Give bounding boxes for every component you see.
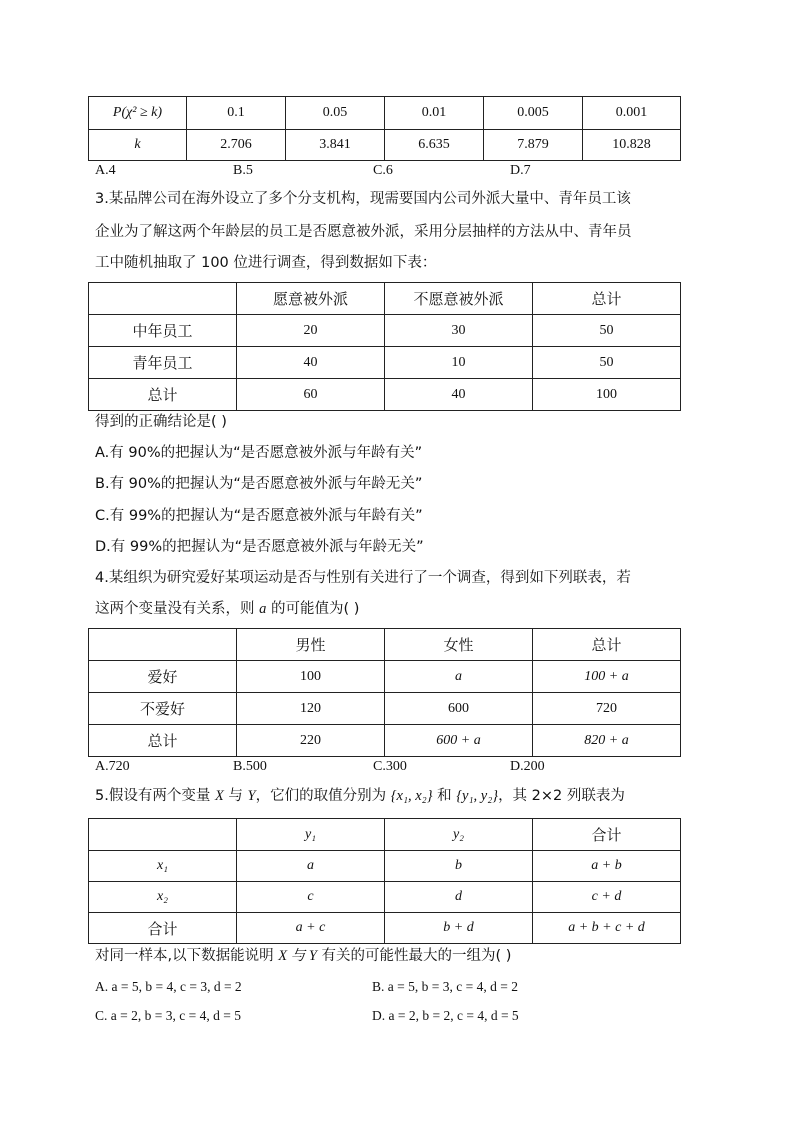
chi-row-label-p: P(χ² ≥ k) xyxy=(89,97,187,130)
q4-var-a: a xyxy=(259,601,267,617)
q5-row-label: x₂ xyxy=(89,882,237,913)
k-value-cell: 7.879 xyxy=(484,130,583,161)
q3-row-label: 总计 xyxy=(89,379,237,411)
q3-cell: 10 xyxy=(385,347,533,379)
chi-square-table xyxy=(88,96,681,161)
q3-cell: 50 xyxy=(533,315,681,347)
q3-row-label: 青年员工 xyxy=(89,347,237,379)
p-value-cell: 0.01 xyxy=(385,97,484,130)
q5-option-d: D. a = 2, b = 2, c = 4, d = 5 xyxy=(372,1008,519,1023)
q4-cell: 600 + a xyxy=(385,725,533,757)
q5-option-a: A. a = 5, b = 4, c = 3, d = 2 xyxy=(95,979,242,994)
q5-header-total: 合计 xyxy=(533,819,681,851)
q5-row-label: 合计 xyxy=(89,913,237,944)
q4-header-female: 女性 xyxy=(385,629,533,661)
q5-question-text-b: 有关的可能性最大的一组为( ) xyxy=(316,948,512,964)
q5-var-y: Y xyxy=(247,788,256,804)
q4-cell: 820 + a xyxy=(533,725,681,757)
q3-cell: 50 xyxy=(533,347,681,379)
q3-option-d: D.有 99%的把握认为“是否愿意被外派与年龄无关” xyxy=(95,539,424,555)
q5-option-c: C. a = 2, b = 3, c = 4, d = 5 xyxy=(95,1008,241,1023)
q3-cell: 40 xyxy=(385,379,533,411)
p-value-cell: 0.001 xyxy=(583,97,681,130)
q4-cell: a xyxy=(385,661,533,693)
q5-set-y: {y₁, y₂} xyxy=(456,788,499,804)
q3-cell: 20 xyxy=(237,315,385,347)
q5-row-label: x₁ xyxy=(89,851,237,882)
q5-cell: c + d xyxy=(533,882,681,913)
q5-set-x: {x₁, x₂} xyxy=(390,788,433,804)
q3-header-total: 总计 xyxy=(533,283,681,315)
q4-stem-line-2 xyxy=(95,599,359,619)
q3-cell: 100 xyxy=(533,379,681,411)
q3-header-unwilling: 不愿意被外派 xyxy=(385,283,533,315)
q4-row-label: 爱好 xyxy=(89,661,237,693)
q3-header-blank xyxy=(89,283,237,315)
q5-cell: a + b xyxy=(533,851,681,882)
q4-cell: 100 + a xyxy=(533,661,681,693)
q2-option-a: A.4 xyxy=(95,163,116,178)
q5-stem-text-b: ，它们的取值分别为 xyxy=(255,788,391,804)
q4-contingency-table xyxy=(88,628,681,757)
q5-cell: b xyxy=(385,851,533,882)
q3-option-c: C.有 99%的把握认为“是否愿意被外派与年龄有关” xyxy=(95,508,423,524)
k-value-cell: 3.841 xyxy=(286,130,385,161)
q2-option-b: B.5 xyxy=(233,163,253,178)
q4-stem-line-1: 4.某组织为研究爱好某项运动是否与性别有关进行了一个调查，得到如下列联表，若 xyxy=(95,570,631,586)
k-value-cell: 6.635 xyxy=(385,130,484,161)
p-value-cell: 0.005 xyxy=(484,97,583,130)
q5-stem-and: 和 xyxy=(432,788,457,804)
q3-option-a: A.有 90%的把握认为“是否愿意被外派与年龄有关” xyxy=(95,445,423,461)
q5-stem-text-c: ，其 2×2 列联表为 xyxy=(498,788,625,804)
q5-cell: b + d xyxy=(385,913,533,944)
q3-row-label: 中年员工 xyxy=(89,315,237,347)
q4-option-a: A.720 xyxy=(95,759,130,774)
q3-cell: 40 xyxy=(237,347,385,379)
q3-stem-line-2: 企业为了解这两个年龄层的员工是否愿意被外派，采用分层抽样的方法从中、青年员 xyxy=(95,224,632,240)
k-value-cell: 10.828 xyxy=(583,130,681,161)
q5-cell: a xyxy=(237,851,385,882)
q5-header-blank xyxy=(89,819,237,851)
q4-option-b: B.500 xyxy=(233,759,267,774)
q5-question-text-a: 对同一样本,以下数据能说明 xyxy=(95,948,279,964)
q5-var-x: X xyxy=(214,788,224,804)
q5-question-xy: X 与 Y xyxy=(278,948,317,964)
q3-question: 得到的正确结论是( ) xyxy=(95,414,227,430)
q5-stem-text-a: 5.假设有两个变量 xyxy=(95,788,215,804)
q5-cell: a + c xyxy=(237,913,385,944)
q2-option-d: D.7 xyxy=(510,163,531,178)
p-value-cell: 0.1 xyxy=(187,97,286,130)
q3-cell: 60 xyxy=(237,379,385,411)
q5-option-b: B. a = 5, b = 3, c = 4, d = 2 xyxy=(372,979,518,994)
q4-stem-text-b: 的可能值为( ) xyxy=(266,601,360,617)
q4-option-c: C.300 xyxy=(373,759,407,774)
q4-cell: 600 xyxy=(385,693,533,725)
q3-cell: 30 xyxy=(385,315,533,347)
q5-stem-text-mid: 与 xyxy=(223,788,248,804)
q5-contingency-table xyxy=(88,818,681,944)
q5-cell: a + b + c + d xyxy=(533,913,681,944)
q3-stem-line-1: 3.某品牌公司在海外设立了多个分支机构，现需要国内公司外派大量中、青年员工该 xyxy=(95,191,631,207)
q3-option-b: B.有 90%的把握认为“是否愿意被外派与年龄无关” xyxy=(95,476,423,492)
q4-header-total: 总计 xyxy=(533,629,681,661)
q4-row-label: 不爱好 xyxy=(89,693,237,725)
q4-cell: 720 xyxy=(533,693,681,725)
q4-cell: 220 xyxy=(237,725,385,757)
k-value-cell: 2.706 xyxy=(187,130,286,161)
q5-question xyxy=(95,946,511,966)
chi-row-label-k: k xyxy=(89,130,187,161)
q4-cell: 120 xyxy=(237,693,385,725)
q3-header-willing: 愿意被外派 xyxy=(237,283,385,315)
q4-header-blank xyxy=(89,629,237,661)
q2-option-c: C.6 xyxy=(373,163,393,178)
q5-cell: c xyxy=(237,882,385,913)
p-value-cell: 0.05 xyxy=(286,97,385,130)
q4-row-label: 总计 xyxy=(89,725,237,757)
q4-cell: 100 xyxy=(237,661,385,693)
q5-header-y2: y₂ xyxy=(385,819,533,851)
q3-stem-line-3: 工中随机抽取了 100 位进行调查，得到数据如下表： xyxy=(95,255,437,271)
q4-stem-text-a: 这两个变量没有关系，则 xyxy=(95,601,260,617)
q5-stem xyxy=(95,786,625,806)
q4-header-male: 男性 xyxy=(237,629,385,661)
q5-header-y1: y₁ xyxy=(237,819,385,851)
q3-data-table xyxy=(88,282,681,411)
q5-cell: d xyxy=(385,882,533,913)
q4-option-d: D.200 xyxy=(510,759,545,774)
